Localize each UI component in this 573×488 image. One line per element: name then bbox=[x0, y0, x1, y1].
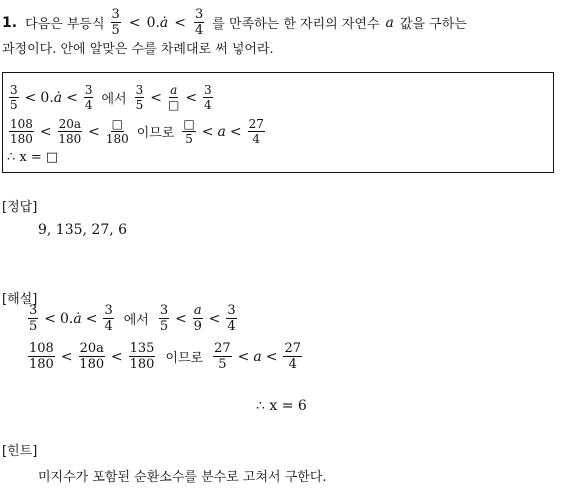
repeating-decimal: 0.a bbox=[60, 310, 82, 327]
fraction: $\frac{27}{5}$ bbox=[214, 341, 231, 372]
hint-label: [힌트] bbox=[2, 444, 38, 459]
problem-text-b: 를 만족하는 한 자리의 자연수 bbox=[212, 17, 380, 32]
box-row-2: $\frac{108}{180}$ < $\frac{20a}{180}$ < $\frac{□}{180}$ 이므로 $\frac{□}{5}$ < a < $\frac{27}{4}$ bbox=[10, 117, 264, 146]
fraction-with-blank: $\frac{□}{180}$ bbox=[105, 117, 129, 146]
variable: a bbox=[253, 348, 262, 365]
fraction: $\frac{3}{5}$ bbox=[111, 7, 120, 38]
fraction: $\frac{108}{180}$ bbox=[10, 117, 33, 146]
fraction: $\frac{3}{5}$ bbox=[159, 303, 169, 334]
fraction: $\frac{27}{4}$ bbox=[284, 341, 302, 372]
lt-sign: < bbox=[174, 14, 187, 31]
hint-text: 미지수가 포함된 순환소수를 분수로 고쳐서 구한다. bbox=[38, 470, 327, 485]
fraction-with-blank: $\frac{□}{5}$ bbox=[183, 117, 195, 146]
fraction: $\frac{3}{5}$ bbox=[29, 303, 38, 334]
problem-line-2: 과정이다. 안에 알맞은 수를 차례대로 써 넣어라. bbox=[2, 42, 274, 57]
solution-conclusion: ∴ x = 6 bbox=[256, 398, 307, 414]
fraction: $\frac{3}{4}$ bbox=[204, 83, 212, 112]
repeating-decimal: 0.a bbox=[40, 89, 63, 106]
problem-text-a: 다음은 부등식 bbox=[25, 17, 105, 32]
fraction: $\frac{20a}{180}$ bbox=[58, 117, 82, 146]
fraction: $\frac{3}{4}$ bbox=[104, 303, 113, 334]
solution-text-imeuro: 이므로 bbox=[165, 351, 204, 366]
fraction: $\frac{108}{180}$ bbox=[29, 341, 54, 372]
fraction: $\frac{27}{4}$ bbox=[248, 117, 264, 146]
problem-line-1 bbox=[2, 8, 467, 37]
solution-row-1: $\frac{3}{5}$ < 0.a < $\frac{3}{4}$ 에서 $\frac{3}{5}$ < $\frac{a}{9}$ < $\frac{3}{4}$ bbox=[29, 303, 236, 334]
fraction: $\frac{a}{9}$ bbox=[193, 303, 202, 334]
box-text-eseo: 에서 bbox=[101, 92, 127, 107]
fraction: $\frac{3}{4}$ bbox=[84, 83, 93, 112]
problem-number: 1. bbox=[2, 14, 18, 31]
box-row-1: $\frac{3}{5}$ < 0.a < $\frac{3}{4}$ 에서 $\frac{3}{5}$ < $\frac{a}{□}$ < $\frac{3}{4}$ bbox=[10, 83, 212, 112]
variable: a bbox=[385, 14, 394, 31]
fraction-with-blank: $\frac{a}{□}$ bbox=[167, 83, 180, 112]
box-text-imeuro: 이므로 bbox=[136, 126, 175, 141]
lt-sign: < bbox=[128, 14, 141, 31]
repeating-decimal: 0.a bbox=[146, 14, 169, 31]
solution-label: [해설] bbox=[2, 292, 38, 307]
solution-row-2: $\frac{108}{180}$ < $\frac{20a}{180}$ < $\frac{135}{180}$ 이므로 $\frac{27}{5}$ < a < $\frac{27}{4}$ bbox=[29, 341, 302, 372]
variable: a bbox=[217, 123, 226, 140]
fraction: $\frac{135}{180}$ bbox=[129, 341, 155, 372]
fraction: $\frac{20a}{180}$ bbox=[79, 341, 105, 372]
fraction: $\frac{3}{5}$ bbox=[10, 83, 18, 112]
fraction: $\frac{3}{4}$ bbox=[227, 303, 236, 334]
answer-text: 9, 135, 27, 6 bbox=[38, 222, 128, 238]
fraction: $\frac{3}{5}$ bbox=[135, 83, 144, 112]
solution-text-eseo: 에서 bbox=[123, 313, 149, 328]
box-row-3: ∴ x = □ bbox=[7, 150, 59, 165]
answer-label: [정답] bbox=[2, 200, 38, 215]
fraction: $\frac{3}{4}$ bbox=[195, 7, 204, 38]
problem-text-c: 값을 구하는 bbox=[399, 17, 467, 32]
